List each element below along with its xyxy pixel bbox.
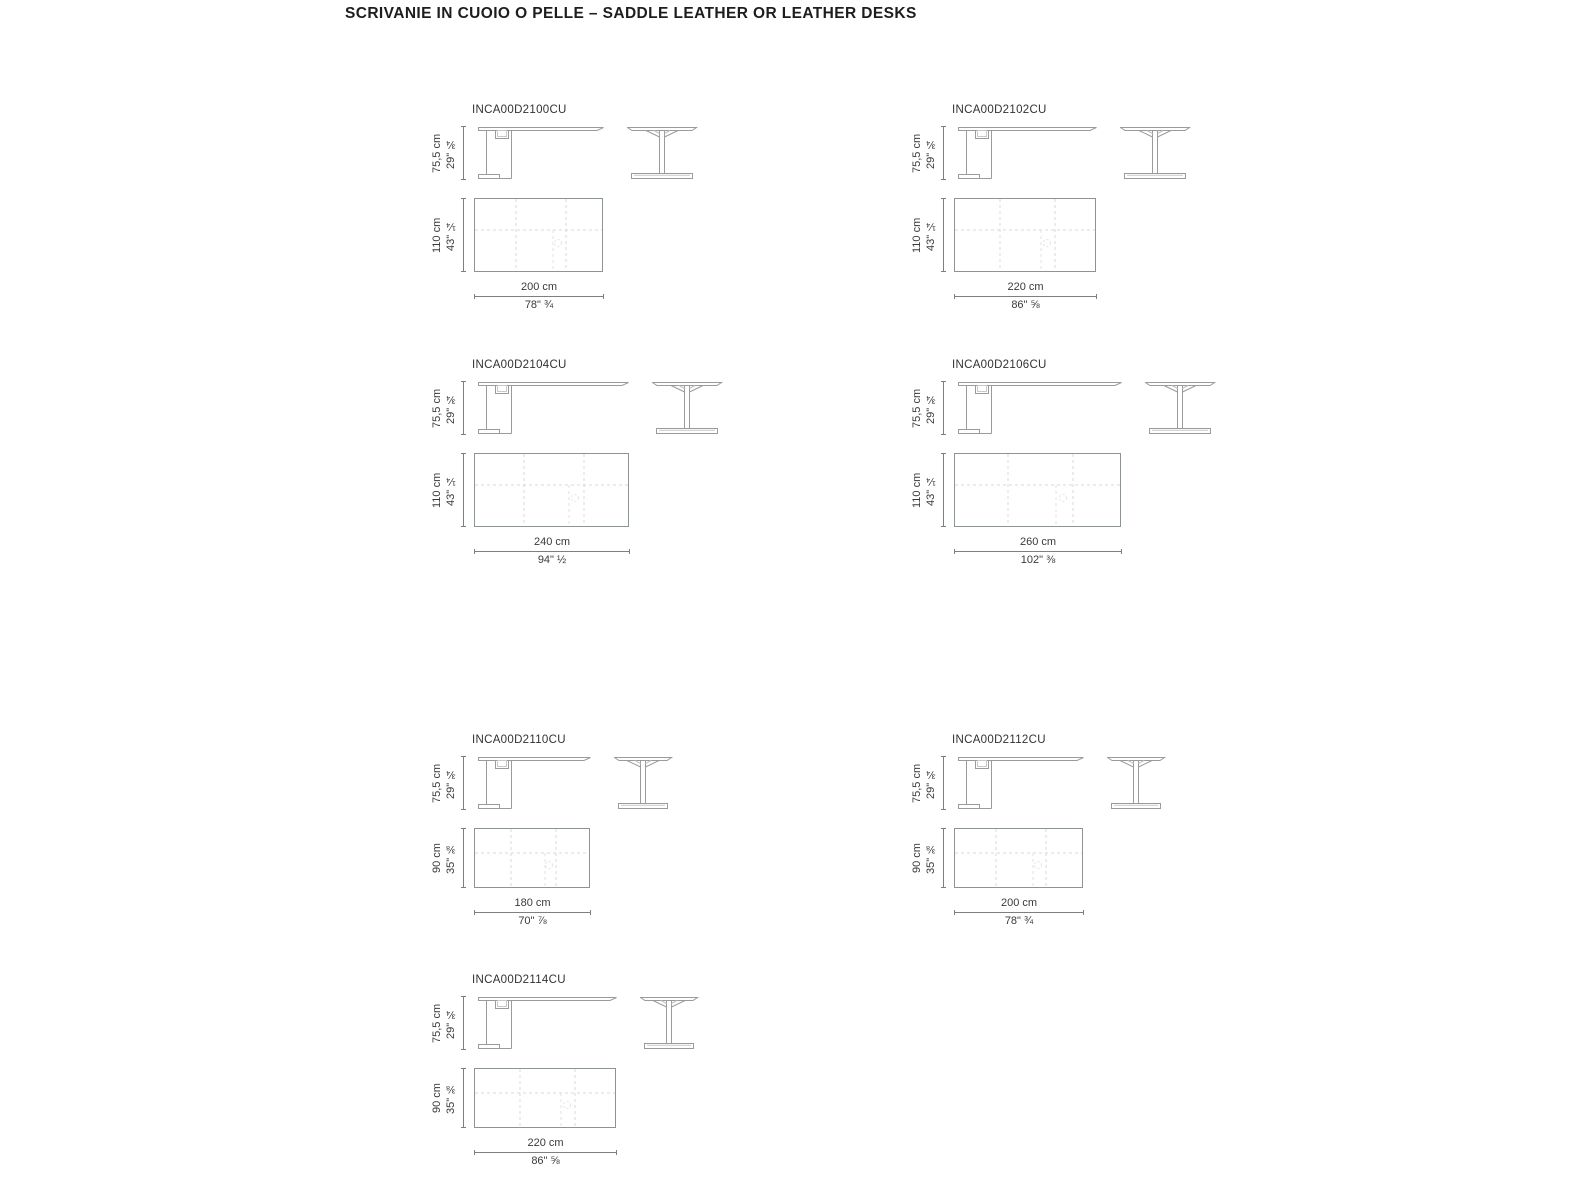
width-dimension	[474, 536, 630, 567]
width-cm-label: 180 cm	[514, 897, 551, 909]
height-dimension-line	[463, 996, 464, 1050]
side-elevation-drawing	[614, 756, 673, 810]
side-elevation-drawing	[1107, 756, 1166, 810]
depth-dimension-line	[463, 198, 464, 272]
top-plan-view	[420, 1068, 699, 1128]
depth-inches-label: 35" ⅜	[445, 1082, 457, 1114]
height-dimension-labels	[430, 996, 458, 1050]
depth-dimension-line	[463, 828, 464, 888]
height-inches-label: 29" ¾	[445, 1007, 457, 1039]
top-plan-view	[420, 828, 673, 888]
width-dimension-line	[954, 296, 1097, 297]
depth-cm-label: 110 cm	[431, 472, 443, 508]
depth-dimension-labels	[430, 453, 458, 527]
side-elevation-drawing	[652, 381, 723, 435]
width-cm-label: 200 cm	[520, 281, 558, 293]
width-cm-label: 200 cm	[1000, 897, 1038, 909]
depth-dimension-labels	[430, 828, 458, 888]
top-plan-drawing	[474, 1068, 616, 1128]
depth-inches-label: 43" ¼	[925, 219, 937, 251]
height-dimension	[900, 756, 944, 810]
depth-dimension-labels	[430, 198, 458, 272]
desk-spec-block	[420, 965, 699, 1168]
height-cm-label: 75,5 cm	[911, 763, 923, 803]
width-dimension-line	[474, 1152, 617, 1153]
depth-inches-label: 43" ¼	[445, 474, 457, 506]
height-dimension-labels	[430, 381, 458, 435]
height-dimension-line	[463, 126, 464, 180]
front-elevation-drawing	[958, 381, 1123, 435]
height-dimension-line	[943, 381, 944, 435]
page-title: SCRIVANIE IN CUOIO O PELLE – SADDLE LEATHER OR LEATHER DESKS	[345, 5, 917, 22]
width-inches-label: 78" ¾	[524, 299, 554, 311]
top-plan-drawing	[954, 828, 1083, 888]
depth-inches-label: 35" ⅜	[445, 842, 457, 874]
front-elevation-drawing	[958, 756, 1085, 810]
width-dimension	[474, 1137, 617, 1168]
depth-dimension	[900, 198, 944, 272]
top-plan-drawing	[474, 198, 603, 272]
depth-dimension	[900, 453, 944, 527]
height-cm-label: 75,5 cm	[431, 133, 443, 173]
depth-dimension-line	[943, 198, 944, 272]
depth-inches-label: 35" ⅜	[925, 842, 937, 874]
top-plan-view	[420, 198, 698, 272]
depth-inches-label: 43" ¼	[445, 219, 457, 251]
width-dimension-line	[954, 551, 1122, 552]
model-code: INCA00D2104CU	[472, 359, 567, 371]
model-code: INCA00D2114CU	[472, 974, 566, 986]
depth-dimension-line	[943, 828, 944, 888]
elevation-views	[420, 126, 698, 180]
desk-spec-block	[900, 350, 1216, 567]
height-dimension	[420, 381, 464, 435]
width-dimension	[954, 897, 1084, 928]
width-inches-label: 102" ⅜	[1020, 554, 1056, 566]
depth-cm-label: 90 cm	[431, 843, 443, 873]
side-elevation-drawing	[640, 996, 699, 1050]
width-inches-label: 70" ⅞	[518, 915, 547, 927]
height-inches-label: 29" ¾	[445, 767, 457, 799]
depth-dimension	[900, 828, 944, 888]
height-dimension	[420, 126, 464, 180]
height-dimension	[900, 381, 944, 435]
height-dimension-line	[463, 381, 464, 435]
height-dimension-line	[943, 756, 944, 810]
model-code: INCA00D2106CU	[952, 359, 1047, 371]
depth-cm-label: 90 cm	[911, 843, 923, 873]
width-inches-label: 86" ⅝	[531, 1155, 560, 1167]
height-inches-label: 29" ¾	[445, 392, 457, 424]
top-plan-drawing	[954, 453, 1121, 527]
top-plan-view	[420, 453, 723, 527]
front-elevation-drawing	[478, 996, 618, 1050]
width-cm-label: 220 cm	[1007, 281, 1044, 293]
depth-dimension-labels	[910, 453, 938, 527]
height-dimension-line	[943, 126, 944, 180]
width-dimension	[954, 281, 1097, 312]
top-plan-view	[900, 198, 1191, 272]
depth-dimension-labels	[910, 828, 938, 888]
height-dimension	[420, 756, 464, 810]
top-plan-view	[900, 828, 1166, 888]
height-cm-label: 75,5 cm	[431, 388, 443, 428]
elevation-views	[900, 756, 1166, 810]
elevation-views	[420, 996, 699, 1050]
depth-dimension-labels	[910, 198, 938, 272]
width-inches-label: 94" ½	[537, 554, 567, 566]
width-dimension	[954, 536, 1122, 567]
elevation-views	[900, 381, 1216, 435]
model-code: INCA00D2112CU	[952, 734, 1046, 746]
front-elevation-drawing	[478, 756, 592, 810]
depth-cm-label: 90 cm	[431, 1083, 443, 1113]
elevation-views	[420, 381, 723, 435]
width-cm-label: 220 cm	[527, 1137, 564, 1149]
height-cm-label: 75,5 cm	[431, 763, 443, 803]
side-elevation-drawing	[627, 126, 698, 180]
width-dimension	[474, 281, 604, 312]
width-dimension	[474, 897, 591, 928]
height-inches-label: 29" ¾	[925, 767, 937, 799]
desk-spec-block	[420, 725, 673, 928]
height-dimension-line	[463, 756, 464, 810]
model-code: INCA00D2110CU	[472, 734, 566, 746]
front-elevation-drawing	[958, 126, 1098, 180]
height-inches-label: 29" ¾	[445, 137, 457, 169]
width-dimension-line	[474, 551, 630, 552]
depth-dimension-line	[943, 453, 944, 527]
model-code: INCA00D2102CU	[952, 104, 1047, 116]
height-dimension-labels	[910, 126, 938, 180]
desk-spec-block	[420, 95, 698, 312]
height-dimension	[420, 996, 464, 1050]
width-cm-label: 260 cm	[1019, 536, 1057, 548]
top-plan-drawing	[954, 198, 1096, 272]
width-cm-label: 240 cm	[533, 536, 571, 548]
top-plan-drawing	[474, 828, 590, 888]
height-dimension	[900, 126, 944, 180]
front-elevation-drawing	[478, 126, 605, 180]
desk-spec-block	[420, 350, 723, 567]
height-cm-label: 75,5 cm	[911, 133, 923, 173]
height-dimension-labels	[910, 756, 938, 810]
model-code: INCA00D2100CU	[472, 104, 567, 116]
depth-dimension-labels	[430, 1068, 458, 1128]
height-inches-label: 29" ¾	[925, 137, 937, 169]
width-dimension-line	[954, 912, 1084, 913]
top-plan-view	[900, 453, 1216, 527]
side-elevation-drawing	[1120, 126, 1191, 180]
height-dimension-labels	[430, 756, 458, 810]
width-inches-label: 86" ⅝	[1011, 299, 1040, 311]
front-elevation-drawing	[478, 381, 630, 435]
width-inches-label: 78" ¾	[1004, 915, 1034, 927]
height-cm-label: 75,5 cm	[431, 1003, 443, 1043]
height-dimension-labels	[910, 381, 938, 435]
depth-dimension	[420, 828, 464, 888]
width-dimension-line	[474, 296, 604, 297]
height-cm-label: 75,5 cm	[911, 388, 923, 428]
elevation-views	[420, 756, 673, 810]
elevation-views	[900, 126, 1191, 180]
depth-dimension	[420, 453, 464, 527]
depth-dimension-line	[463, 1068, 464, 1128]
depth-dimension	[420, 1068, 464, 1128]
top-plan-drawing	[474, 453, 629, 527]
side-elevation-drawing	[1145, 381, 1216, 435]
depth-inches-label: 43" ¼	[925, 474, 937, 506]
depth-dimension	[420, 198, 464, 272]
depth-cm-label: 110 cm	[431, 217, 443, 253]
desk-spec-block	[900, 95, 1191, 312]
depth-cm-label: 110 cm	[911, 217, 923, 253]
height-dimension-labels	[430, 126, 458, 180]
depth-cm-label: 110 cm	[911, 472, 923, 508]
depth-dimension-line	[463, 453, 464, 527]
desk-spec-block	[900, 725, 1166, 928]
height-inches-label: 29" ¾	[925, 392, 937, 424]
width-dimension-line	[474, 912, 591, 913]
